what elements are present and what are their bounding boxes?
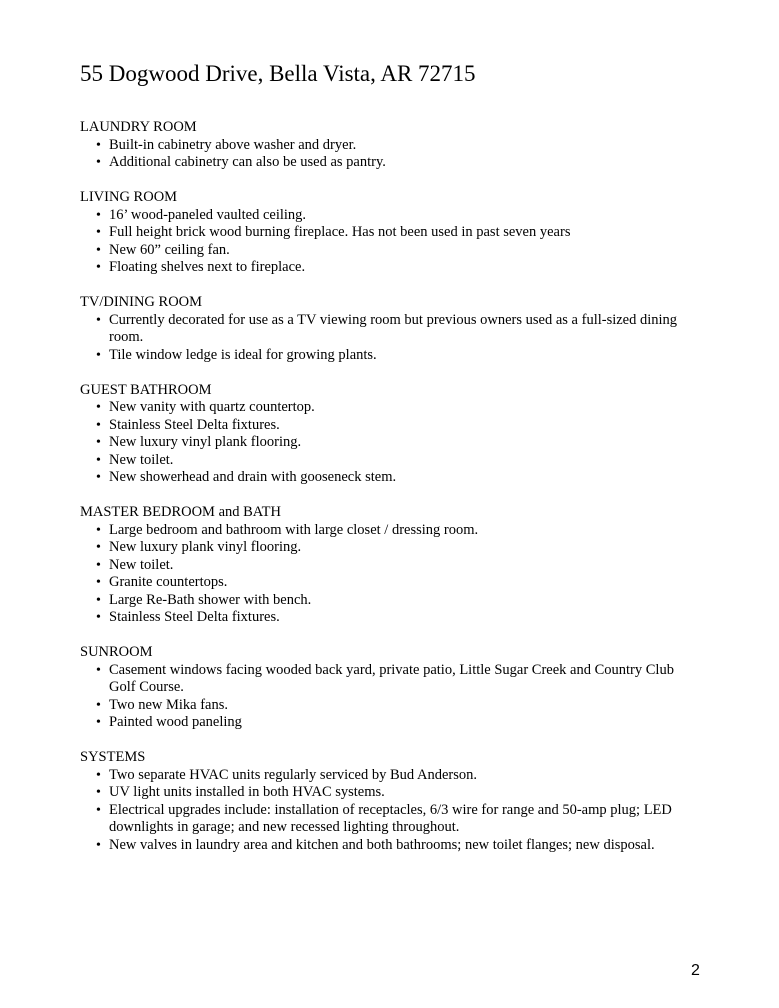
list-item: • Additional cabinetry can also be used as pantry. bbox=[80, 154, 700, 172]
list-item: • Two new Mika fans. bbox=[80, 697, 700, 715]
list-item: • Stainless Steel Delta fixtures. bbox=[80, 417, 700, 435]
list-item: • New luxury plank vinyl flooring. bbox=[80, 539, 700, 557]
section bbox=[80, 644, 700, 732]
list-item: • Floating shelves next to fireplace. bbox=[80, 259, 700, 277]
list-item: • New toilet. bbox=[80, 557, 700, 575]
list-item: • Currently decorated for use as a TV viewing room but previous owners used as a full-sized dining room. bbox=[80, 312, 700, 347]
list-item: • 16’ wood-paneled vaulted ceiling. bbox=[80, 207, 700, 225]
section-heading: LAUNDRY ROOM bbox=[80, 119, 197, 135]
list-item: • Electrical upgrades include: installation of receptacles, 6/3 wire for range and 50-amp plug; LED downlights in garage; and new recessed lighting throughout. bbox=[80, 802, 700, 837]
section bbox=[80, 504, 700, 627]
list-item: • Stainless Steel Delta fixtures. bbox=[80, 609, 700, 627]
list-item: • Built-in cabinetry above washer and dryer. bbox=[80, 137, 700, 155]
section bbox=[80, 119, 700, 172]
list-item: • New toilet. bbox=[80, 452, 700, 470]
section bbox=[80, 294, 700, 364]
list-item: • New luxury vinyl plank flooring. bbox=[80, 434, 700, 452]
list-item: • New 60” ceiling fan. bbox=[80, 242, 700, 260]
section bbox=[80, 749, 700, 854]
list-item: • Granite countertops. bbox=[80, 574, 700, 592]
bullet-list bbox=[80, 522, 700, 627]
section-heading: SUNROOM bbox=[80, 644, 153, 660]
bullet-list bbox=[80, 137, 700, 172]
bullet-list bbox=[80, 312, 700, 365]
bullet-list bbox=[80, 767, 700, 855]
list-item: • Two separate HVAC units regularly serviced by Bud Anderson. bbox=[80, 767, 700, 785]
section-heading: GUEST BATHROOM bbox=[80, 381, 212, 398]
list-item: • UV light units installed in both HVAC systems. bbox=[80, 784, 700, 802]
list-item: • Casement windows facing wooded back yard, private patio, Little Sugar Creek and Country Club Golf Course. bbox=[80, 662, 700, 697]
section-heading: TV/DINING ROOM bbox=[80, 294, 203, 310]
list-item: • Large bedroom and bathroom with large closet / dressing room. bbox=[80, 522, 700, 540]
page-title: 55 Dogwood Drive, Bella Vista, AR 72715 bbox=[80, 61, 476, 86]
page-number: 2 bbox=[691, 962, 700, 979]
section-heading: MASTER BEDROOM and BATH bbox=[80, 504, 281, 520]
list-item: • Painted wood paneling bbox=[80, 714, 700, 732]
feature-list bbox=[80, 119, 700, 872]
list-item: • New vanity with quartz countertop. bbox=[80, 399, 700, 417]
section bbox=[80, 189, 700, 277]
section-heading: SYSTEMS bbox=[80, 749, 146, 765]
list-item: • Full height brick wood burning fireplace. Has not been used in past seven years bbox=[80, 224, 700, 242]
bullet-list bbox=[80, 207, 700, 277]
list-item: • New valves in laundry area and kitchen and both bathrooms; new toilet flanges; new disposal. bbox=[80, 837, 700, 855]
section bbox=[80, 382, 700, 487]
bullet-list bbox=[80, 399, 700, 487]
section-heading: LIVING ROOM bbox=[80, 189, 178, 205]
list-item: • Tile window ledge is ideal for growing plants. bbox=[80, 347, 700, 365]
bullet-list bbox=[80, 662, 700, 732]
list-item: • New showerhead and drain with gooseneck stem. bbox=[80, 469, 700, 487]
list-item: • Large Re-Bath shower with bench. bbox=[80, 592, 700, 610]
